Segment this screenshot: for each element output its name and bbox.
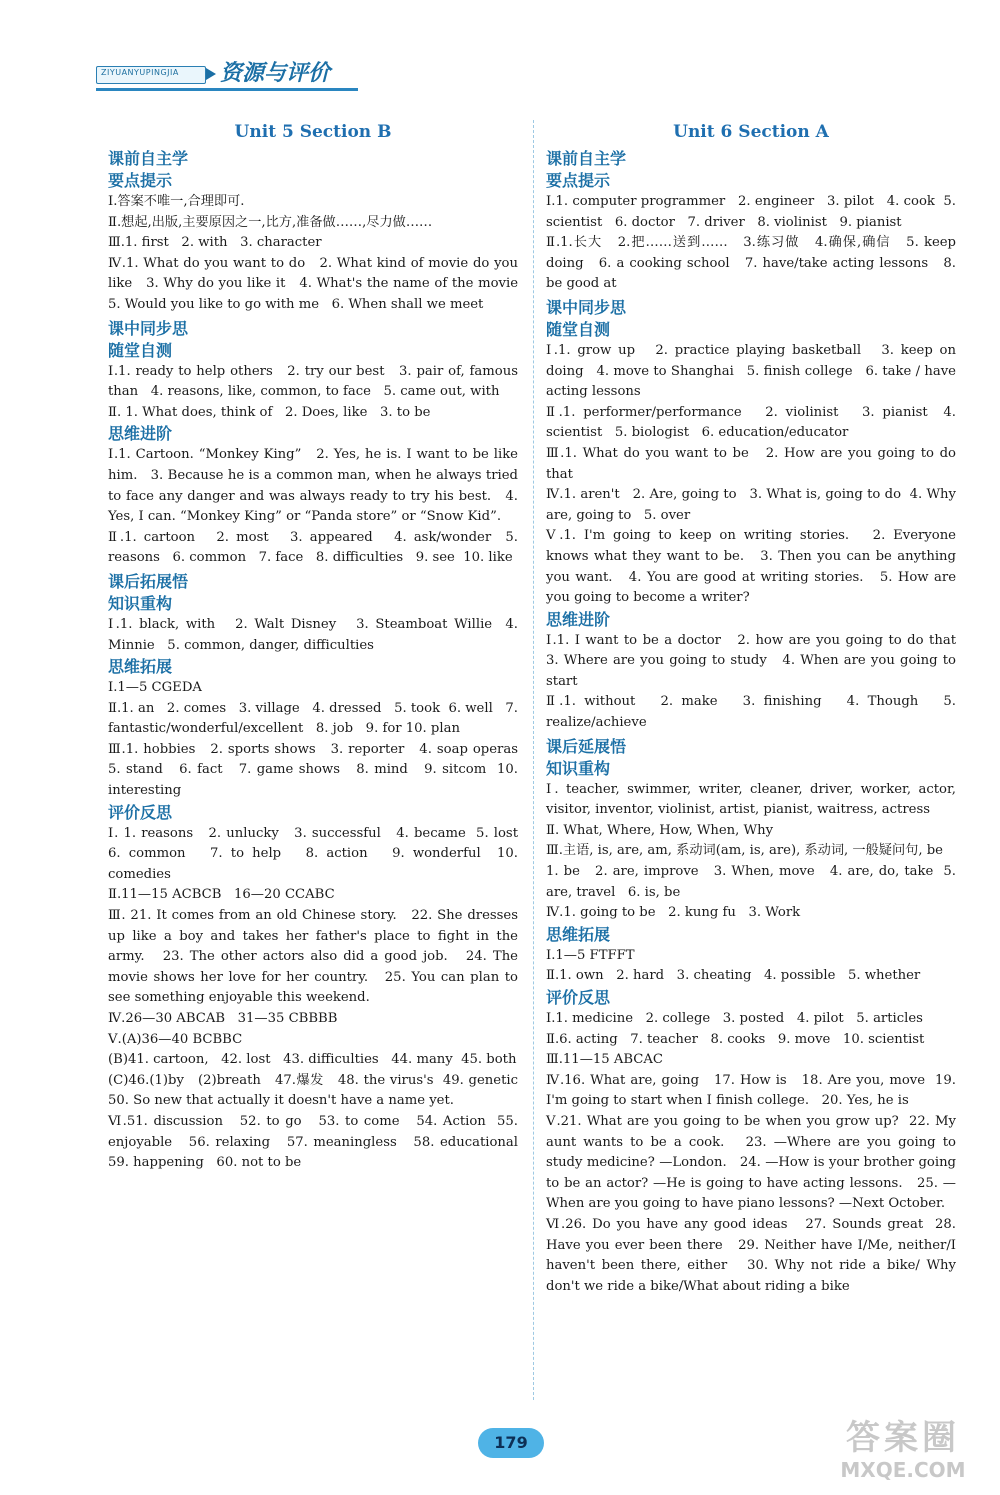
answer-line: Ⅱ.1. own 2. hard 3. cheating 4. possible 5. whether <box>546 968 921 984</box>
answer-line: Ⅰ.1. I want to be a doctor 2. how are you going to do that 3. Where are you going to study 4. When are you going to start <box>546 632 969 689</box>
page-number: 179 <box>478 1428 544 1458</box>
answer-line: Ⅰ.1. grow up 2. practice playing basketball 3. keep on doing 4. move to Shanghai 5. finish college 6. take / have acting lessons <box>546 342 961 400</box>
answer-line: Ⅰ. teacher, swimmer, writer, cleaner, driver, worker, actor, visitor, inventor, violinist, artist, pianist, waitress, actress <box>546 781 961 818</box>
header-logo <box>96 56 358 86</box>
answer-line: Ⅰ.1. black, with 2. Walt Disney 3. Steamboat Willie 4. Minnie 5. common, danger, difficulties <box>108 616 523 653</box>
subsection-heading: 评价反思 <box>108 802 173 822</box>
header-title: 资源与评价 <box>220 61 331 86</box>
right-column <box>546 122 969 1297</box>
answer-line: Ⅰ.1. ready to help others 2. try our best 3. pair of, famous than 4. reasons, like, common, to face 5. came out, with <box>108 363 523 400</box>
column-divider <box>533 120 534 1400</box>
subsection-heading: 随堂自测 <box>546 319 611 339</box>
subsection-heading: 要点提示 <box>108 171 173 190</box>
subsection-heading: 随堂自测 <box>108 340 173 360</box>
answer-line: Ⅴ.(A)36—40 BCBBC <box>108 1031 243 1047</box>
subsection-heading: 评价反思 <box>546 988 611 1007</box>
left-column-body <box>108 148 531 1174</box>
subsection-heading: 思维拓展 <box>546 924 611 944</box>
answer-line: Ⅰ.1. Cartoon. “Monkey King” 2. Yes, he is. I want to be like him. 3. Because he is a common man, when he always tried to face any danger and was always ready to try his best. 4. Yes, I can. “Monkey King” or “Panda store” or “Snow Kid”. <box>108 447 523 525</box>
header-label-box <box>96 66 206 84</box>
answer-line: Ⅰ.1. medicine 2. college 3. posted 4. pilot 5. articles <box>546 1011 923 1026</box>
answer-line: Ⅱ.1.长大 2.把……送到…… 3.练习做 4.确保,确信 5. keep doing 6. a cooking school 7. have/take acting lessons 8. be good at <box>546 235 961 292</box>
answer-line: Ⅰ.1. computer programmer 2. engineer 3. pilot 4. cook 5. scientist 6. doctor 7. driver 8. violinist 9. pianist <box>546 194 961 230</box>
answer-line: Ⅲ.1. hobbies 2. sports shows 3. reporter 4. soap operas 5. stand 6. fact 7. game shows 8. mind 9. sitcom 10. interesting <box>108 741 531 799</box>
watermark-logo <box>818 1418 988 1492</box>
answer-line: Ⅳ.1. going to be 2. kung fu 3. Work <box>546 905 801 921</box>
answer-line: (C)46.(1)by (2)breath 47.爆发 48. the virus's 49. genetic 50. So new that actually it doesn't have a name yet. <box>108 1072 531 1109</box>
answer-line: Ⅳ.1. What do you want to do 2. What kind of movie do you like 3. Why do you like it 4. What's the name of the movie 5. Would you like to go with me 6. When shall we meet <box>108 255 531 312</box>
unit-title: Unit 6 Section A <box>673 122 829 142</box>
answer-line: Ⅳ.16. What are, going 17. How is 18. Are you, move 19. I'm going to start when I finish college. 20. Yes, he is <box>546 1072 961 1109</box>
answer-line: Ⅱ.11—15 ACBCB 16—20 CCABC <box>108 887 335 903</box>
section-heading: 课中同步思 <box>108 318 189 338</box>
answer-line: Ⅲ.11—15 ABCAC <box>546 1052 664 1068</box>
answer-line: Ⅲ.主语, is, are, am, 系动词(am, is, are), 系动词, 一般疑问句, be <box>546 843 943 859</box>
answer-line: Ⅳ.26—30 ABCAB 31—35 CBBBB <box>108 1011 338 1026</box>
left-column <box>108 122 531 1174</box>
answer-line: Ⅰ. 1. reasons 2. unlucky 3. successful 4. became 5. lost 6. common 7. to help 8. action 9. wonderful 10. comedies <box>108 825 531 882</box>
answer-line: Ⅳ.1. aren't 2. Are, going to 3. What is, going to do 4. Why are, going to 5. over <box>546 487 961 523</box>
subsection-heading: 思维进阶 <box>108 424 173 444</box>
answer-line: Ⅲ.1. What do you want to be 2. How are you going to do that <box>546 445 961 482</box>
answer-line: 1. be 2. are, improve 3. When, move 4. are, do, take 5. are, travel 6. is, be <box>546 864 961 900</box>
section-heading: 课前自主学 <box>546 149 627 168</box>
answer-line: Ⅴ.21. What are you going to be when you grow up? 22. My aunt wants to be a cook. 23. —Where are you going to study medicine? —London. 24. —How is your brother going to be an actor? —He is going to have acting lessons. 25. —When are you going to have piano lessons? —Next October. <box>546 1113 961 1212</box>
watermark-url: MXQE.COM <box>840 1458 966 1482</box>
answer-line: Ⅱ. 1. What does, think of 2. Does, like 3. to be <box>108 404 431 420</box>
answer-line: Ⅴ.1. I'm going to keep on writing stories. 2. Everyone knows what they want to be. 3. Then you can be anything you want. 4. You are good at writing stories. 5. How are you going to become a writer? <box>546 528 961 606</box>
subsection-heading: 知识重构 <box>108 593 173 613</box>
section-heading: 课中同步思 <box>546 297 627 317</box>
answer-line: Ⅱ.1. without 2. make 3. finishing 4. Though 5. realize/achieve <box>546 694 961 731</box>
answer-line: Ⅱ. What, Where, How, When, Why <box>546 822 774 838</box>
answer-line: Ⅵ.26. Do you have any good ideas 27. Sounds great 28. Have you ever been there 29. Neither have I/Me, neither/I haven't been there, either 30. Why not ride a bike/ Why don't we ride a bike/What about riding a bike <box>546 1216 961 1294</box>
subsection-heading: 知识重构 <box>546 758 611 778</box>
subsection-heading: 思维进阶 <box>546 609 611 629</box>
header-rule <box>96 88 358 91</box>
answer-line: Ⅱ.1. cartoon 2. most 3. appeared 4. ask/wonder 5. reasons 6. common 7. face 8. difficulties 9. see 10. like <box>108 529 523 566</box>
answer-line: Ⅱ.1. performer/performance 2. violinist 3. pianist 4. scientist 5. biologist 6. education/educator <box>546 404 961 441</box>
answer-line: Ⅲ.1. first 2. with 3. character <box>108 235 322 251</box>
right-column-body <box>546 148 969 1297</box>
subsection-heading: 要点提示 <box>546 171 611 190</box>
answer-line: Ⅰ.1—5 CGEDA <box>108 680 202 696</box>
answer-line: Ⅲ. 21. It comes from an old Chinese story. 22. She dresses up like a boy and takes her father's place to fight in the army. 23. The other actors also did a good job. 24. The movie shows her love for her country. 25. You can plan to see something enjoyable this weekend. <box>108 908 523 1006</box>
answer-line: Ⅰ.答案不唯一,合理即可. <box>108 194 245 209</box>
section-heading: 课前自主学 <box>108 149 189 168</box>
answer-line: (B)41. cartoon, 42. lost 43. difficulties 44. many 45. both <box>108 1052 517 1068</box>
section-heading: 课后拓展悟 <box>108 571 189 591</box>
header-small-label: ZIYUANYUPINGJIA <box>101 68 179 77</box>
section-heading: 课后延展悟 <box>546 736 627 756</box>
answer-line: Ⅱ.1. an 2. comes 3. village 4. dressed 5. took 6. well 7. fantastic/wonderful/excellent 8. job 9. for 10. plan <box>108 700 523 737</box>
watermark-text: 答案圈 <box>846 1418 960 1458</box>
arrow-icon <box>206 68 216 80</box>
answer-line: Ⅱ.6. acting 7. teacher 8. cooks 9. move 10. scientist <box>546 1031 925 1047</box>
subsection-heading: 思维拓展 <box>108 657 173 677</box>
answer-line: Ⅰ.1—5 FTFFT <box>546 947 635 963</box>
answer-line: Ⅱ.想起,出版,主要原因之一,比方,准备做……,尽力做…… <box>108 214 433 230</box>
answer-line: Ⅵ.51. discussion 52. to go 53. to come 54. Action 55. enjoyable 56. relaxing 57. meaningless 58. educational 59. happening 60. not to be <box>108 1113 531 1171</box>
unit-title: Unit 5 Section B <box>234 122 392 142</box>
